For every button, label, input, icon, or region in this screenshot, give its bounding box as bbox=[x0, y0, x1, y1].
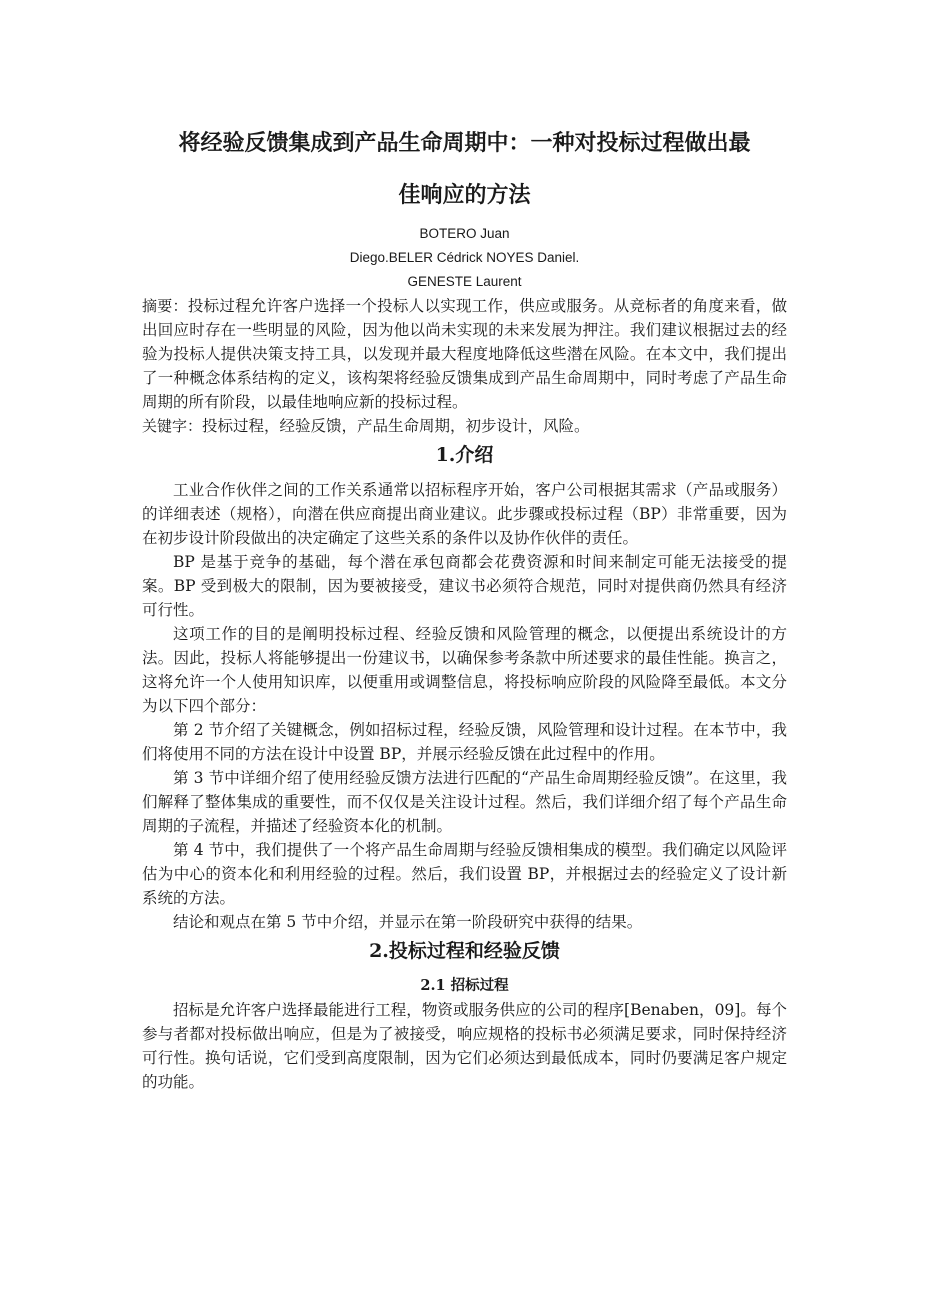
author-line: GENESTE Laurent bbox=[407, 274, 522, 289]
paragraph: 第 2 节介绍了关键概念，例如招标过程，经验反馈，风险管理和设计过程。在本节中，我们将使用不同的方法在设计中设置 BP，并展示经验反馈在此过程中的作用。 bbox=[142, 721, 787, 763]
paragraph: 这项工作的目的是阐明投标过程、经验反馈和风险管理的概念，以便提出系统设计的方法。因此，投标人将能够提出一份建议书，以确保参考条款中所述要求的最佳性能。换言之，这将允许一个人使用知识库，以便重用或调整信息，将投标响应阶段的风险降至最低。本文分为以下四个部分： bbox=[142, 625, 787, 715]
paragraph: 招标是允许客户选择最能进行工程，物资或服务供应的公司的程序[Benaben，09]。每个参与者都对投标做出响应，但是为了被接受，响应规格的投标书必须满足要求，同时保持经济可行性。换句话说，它们受到高度限制，因为它们必须达到最低成本，同时仍要满足客户规定的功能。 bbox=[142, 1001, 787, 1091]
paragraph: 第 3 节中详细介绍了使用经验反馈方法进行匹配的“产品生命周期经验反馈”。在这里，我们解释了整体集成的重要性，而不仅仅是关注设计过程。然后，我们详细介绍了每个产品生命周期的子流程，并描述了经验资本化的机制。 bbox=[142, 769, 787, 835]
author-line: BOTERO Juan bbox=[419, 226, 510, 241]
subsection-2-1-heading: 2.1 招标过程 bbox=[420, 977, 509, 994]
title-line-2: 佳响应的方法 bbox=[398, 183, 531, 208]
section-1-heading: 1.介绍 bbox=[435, 444, 494, 466]
paragraph: BP 是基于竞争的基础，每个潜在承包商都会花费资源和时间来制定可能无法接受的提案。BP 受到极大的限制，因为要被接受，建议书必须符合规范，同时对提供商仍然具有经济可行性。 bbox=[142, 553, 787, 619]
section-2-heading: 2.投标过程和经验反馈 bbox=[369, 940, 560, 962]
keywords bbox=[142, 414, 787, 438]
title-line-1: 将经验反馈集成到产品生命周期中：一种对投标过程做出最 bbox=[178, 131, 751, 156]
author-block bbox=[142, 222, 787, 294]
paper-page bbox=[142, 118, 787, 1094]
abstract-text: 投标过程允许客户选择一个投标人以实现工作，供应或服务。从竞标者的角度来看，做出回应时存在一些明显的风险，因为他以尚未实现的未来发展为押注。我们建议根据过去的经验为投标人提供决策支持工具，以发现并最大程度地降低这些潜在风险。在本文中，我们提出了一种概念体系结构的定义，该构架将经验反馈集成到产品生命周期中，同时考虑了产品生命周期的所有阶段，以最佳地响应新的投标过程。 bbox=[142, 297, 787, 411]
author-line: Diego.BELER Cédrick NOYES Daniel. bbox=[349, 250, 580, 265]
abstract-label: 摘要： bbox=[142, 297, 188, 315]
paragraph: 第 4 节中，我们提供了一个将产品生命周期与经验反馈相集成的模型。我们确定以风险评估为中心的资本化和利用经验的过程。然后，我们设置 BP，并根据过去的经验定义了设计新系统的方法。 bbox=[142, 841, 787, 907]
keywords-text: 投标过程，经验反馈，产品生命周期，初步设计，风险。 bbox=[202, 417, 590, 435]
abstract bbox=[142, 294, 787, 414]
paper-title bbox=[142, 118, 787, 222]
paragraph: 工业合作伙伴之间的工作关系通常以招标程序开始，客户公司根据其需求（产品或服务）的详细表述（规格），向潜在供应商提出商业建议。此步骤或投标过程（BP）非常重要，因为在初步设计阶段做出的决定确定了这些关系的条件以及协作伙伴的责任。 bbox=[142, 481, 787, 547]
keywords-label: 关键字： bbox=[142, 417, 203, 435]
paragraph: 结论和观点在第 5 节中介绍，并显示在第一阶段研究中获得的结果。 bbox=[173, 913, 643, 931]
